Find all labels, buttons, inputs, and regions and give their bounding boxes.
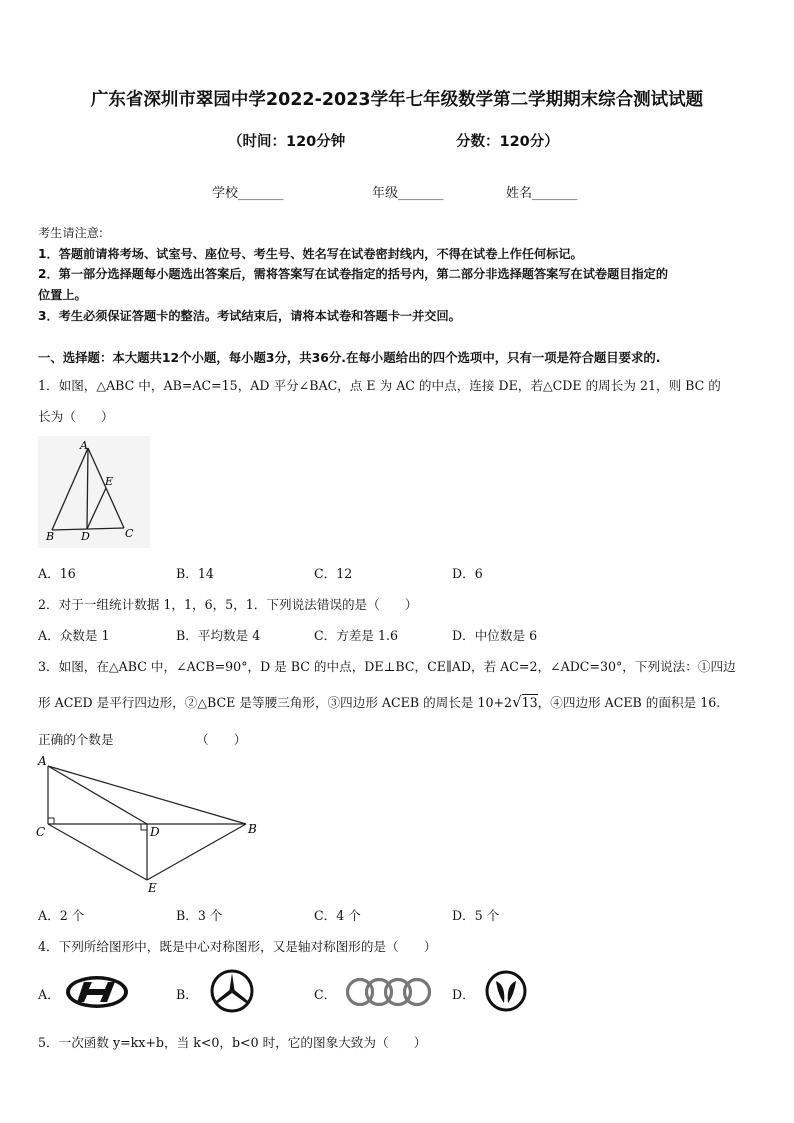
- question-4-option-c: C．: [314, 987, 337, 1002]
- question-3-line-2a: 形 ACED 是平行四边形，②△BCE 是等腰三角形，③四边形 ACEB 的周长是 10+2: [38, 695, 513, 710]
- question-1-option-d: D．6: [452, 566, 483, 581]
- question-3-option-c: C．4 个: [314, 908, 361, 923]
- question-3-paren: （ ）: [196, 732, 247, 747]
- question-3-line-3: 正确的个数是: [38, 732, 114, 747]
- sqrt-radicand: 13: [521, 695, 538, 710]
- question-1-option-b: B．14: [176, 566, 214, 581]
- mercedes-logo-icon: [209, 968, 255, 1014]
- dongfeng-logo-icon: [484, 969, 528, 1013]
- question-3-line-2: [38, 692, 720, 711]
- question-1-line-2: 长为（ ）: [38, 409, 114, 424]
- page-title: 广东省深圳市翠园中学2022-2023学年七年级数学第二学期期末综合测试试题: [90, 90, 704, 110]
- notice-heading: 考生请注意:: [38, 226, 104, 240]
- question-4-stem: 4．下列所给图形中，既是中心对称图形，又是轴对称图形的是（ ）: [38, 939, 437, 954]
- label-D: D: [150, 825, 160, 839]
- label-A: A: [38, 754, 47, 768]
- question-3-line-2b: ，④四边形 ACEB 的面积是 16.: [537, 695, 721, 710]
- notice-item-2-cont: 位置上。: [38, 288, 87, 302]
- audi-rings-icon: [344, 976, 434, 1008]
- label-A: A: [80, 439, 88, 452]
- question-4-option-d: D．: [452, 987, 475, 1002]
- question-5-stem: 5．一次函数 y=kx+b，当 k<0，b<0 时，它的图象大致为（ ）: [38, 1035, 427, 1050]
- grade-field: 年级_______: [372, 186, 444, 201]
- question-3-figure: [30, 752, 270, 898]
- exam-score: 分数：120分）: [456, 134, 559, 150]
- question-1-option-c: C．12: [314, 566, 353, 581]
- label-C: C: [36, 825, 46, 839]
- question-3-option-d: D．5 个: [452, 908, 500, 923]
- question-4-option-a: A．: [38, 987, 60, 1002]
- notice-item-3: 3．考生必须保证答题卡的整洁。考试结束后，请将本试卷和答题卡一并交回。: [38, 309, 461, 323]
- label-D: D: [81, 530, 90, 543]
- question-1-line-1: 1．如图，△ABC 中，AB=AC=15，AD 平分∠BAC，点 E 为 AC 的中点，连接 DE，若△CDE 的周长为 21，则 BC 的: [38, 378, 721, 393]
- notice-item-1: 1．答题前请将考场、试室号、座位号、考生号、姓名写在试卷密封线内，不得在试卷上作任何标记。: [38, 247, 583, 261]
- question-2-option-c: C．方差是 1.6: [314, 628, 399, 643]
- question-2-stem: 2．对于一组统计数据 1，1，6，5，1．下列说法错误的是（ ）: [38, 597, 418, 612]
- name-field: 姓名_______: [506, 186, 578, 201]
- hyundai-logo-icon: [64, 974, 130, 1010]
- notice-item-2: 2．第一部分选择题每小题选出答案后，需将答案写在试卷指定的括号内，第二部分非选择题答案写在试卷题目指定的: [38, 267, 669, 281]
- question-2-option-d: D．中位数是 6: [452, 628, 538, 643]
- exam-time: （时间：120分钟: [228, 134, 346, 150]
- question-3-option-b: B．3 个: [176, 908, 223, 923]
- question-2-option-b: B．平均数是 4: [176, 628, 261, 643]
- school-field: 学校_______: [212, 186, 284, 201]
- question-1-figure: [38, 436, 150, 548]
- question-1-option-a: A．16: [38, 566, 76, 581]
- sqrt-sign: √: [512, 693, 522, 711]
- label-E: E: [105, 475, 114, 488]
- label-B: B: [46, 530, 55, 543]
- question-3-option-a: A．2 个: [38, 908, 85, 923]
- label-E: E: [148, 881, 157, 895]
- label-C: C: [125, 527, 134, 540]
- section-heading: 一、选择题：本大题共12个小题，每小题3分，共36分.在每小题给出的四个选项中，只有一项是符合题目要求的.: [38, 350, 661, 365]
- question-2-option-a: A．众数是 1: [38, 628, 110, 643]
- question-4-option-b: B．: [176, 987, 198, 1002]
- question-3-line-1: 3．如图，在△ABC 中，∠ACB=90°，D 是 BC 的中点，DE⊥BC，CE∥AD，若 AC=2，∠ADC=30°，下列说法：①四边: [38, 659, 736, 674]
- label-B: B: [248, 822, 257, 836]
